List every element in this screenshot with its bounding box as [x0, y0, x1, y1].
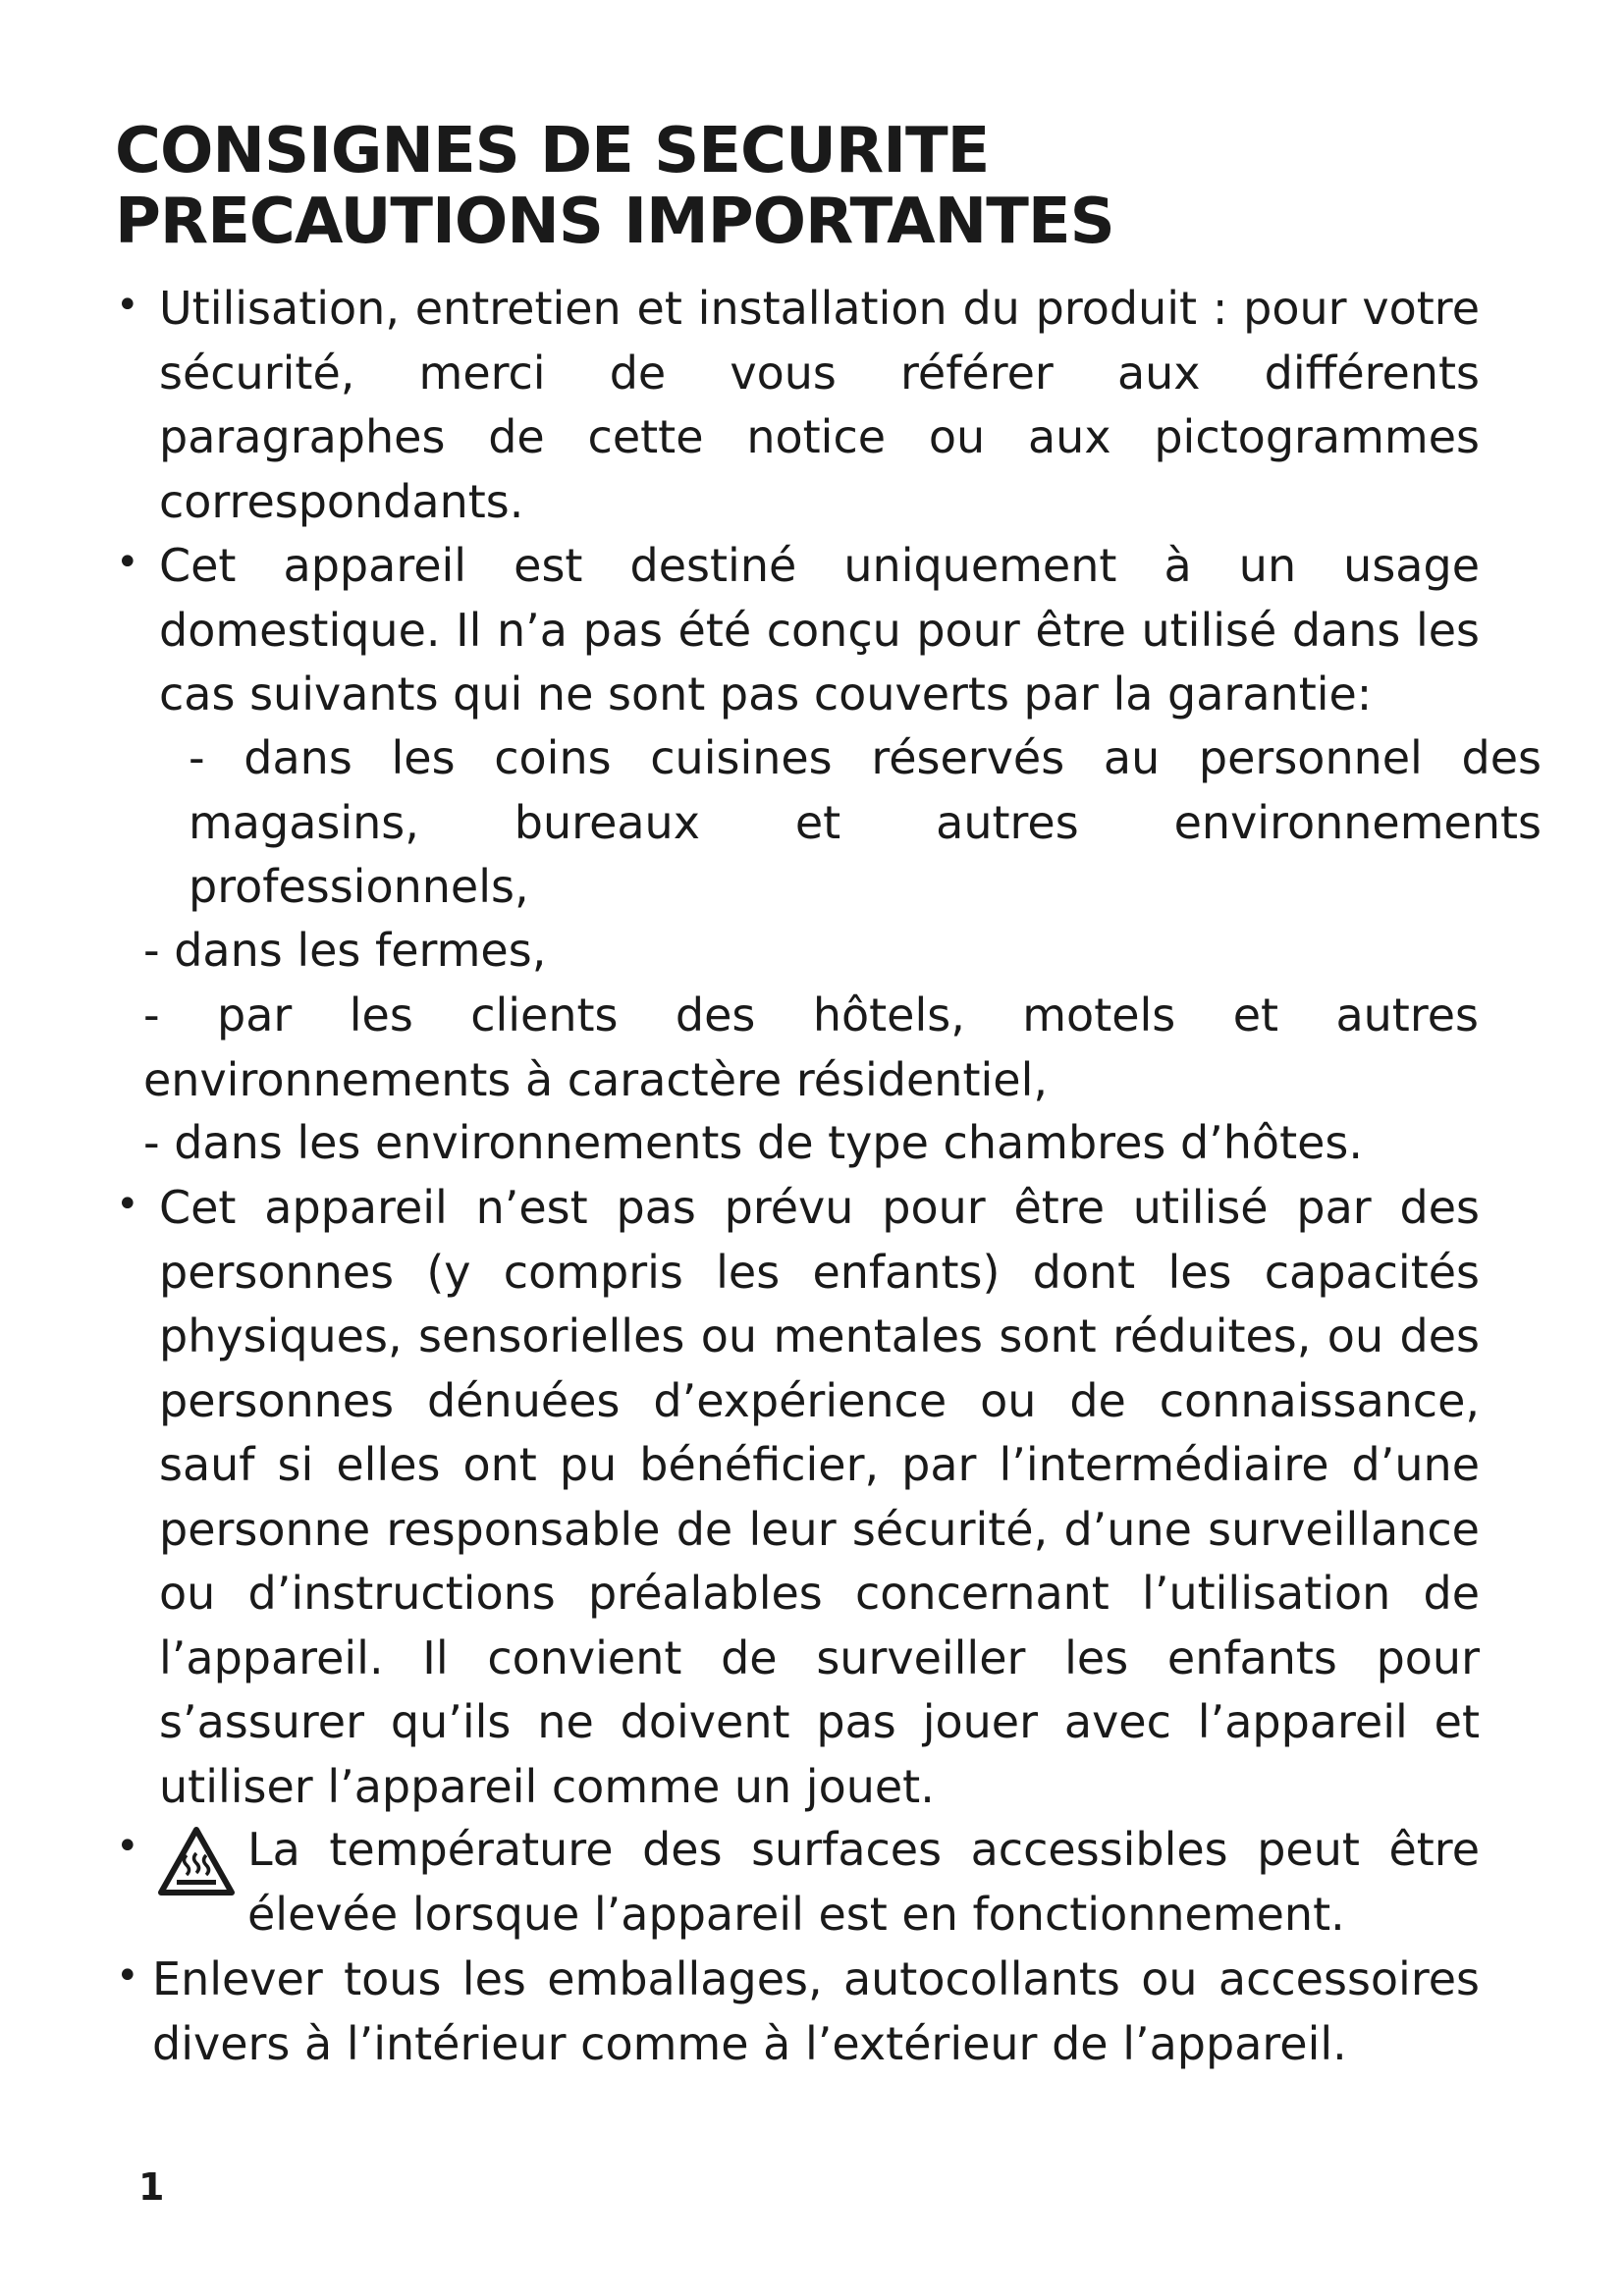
exclusion-staff-kitchens: - dans les coins cuisines réservés au personnel des magasins, bureaux et autres environnements professionnels, [189, 731, 1542, 913]
page-title [115, 116, 1114, 257]
bullet-marker: • [116, 1182, 139, 1227]
title-line-2: PRECAUTIONS IMPORTANTES [115, 186, 1114, 258]
exclusion-farms: - dans les fermes, [143, 924, 547, 977]
instruction-usage-maintenance: Utilisation, entretien et installation du produit : pour votre sécurité, merci de vous référer aux différents paragraphes de cette notice ou aux pictogrammes correspondants. [159, 282, 1480, 528]
bullet-marker: • [116, 1953, 139, 1999]
hot-surface-warning-icon [157, 1826, 236, 1896]
title-line-1: CONSIGNES DE SECURITE [115, 115, 990, 187]
instruction-domestic-use: Cet appareil est destiné uniquement à un usage domestique. Il n’a pas été conçu pour être utilisé dans les cas suivants qui ne sont pas couverts par la garantie: [159, 539, 1480, 721]
bullet-marker: • [116, 540, 139, 585]
page-number: 1 [138, 2165, 165, 2209]
exclusion-hotels: - par les clients des hôtels, motels et autres environnements à caractère résidentiel, [143, 988, 1479, 1106]
bullet-marker: • [116, 1824, 139, 1869]
instruction-remove-packaging: Enlever tous les emballages, autocollants ou accessoires divers à l’intérieur comme à l’extérieur de l’appareil. [152, 1952, 1480, 2070]
exclusion-guest-houses: - dans les environnements de type chambres d’hôtes. [143, 1116, 1363, 1169]
instruction-hot-surfaces: La température des surfaces accessibles peut être élevée lorsque l’appareil est en fonctionnement. [247, 1823, 1480, 1941]
instruction-reduced-capacities: Cet appareil n’est pas prévu pour être utilisé par des personnes (y compris les enfants) dont les capacités physiques, sensorielles ou mentales sont réduites, ou des personnes dénuées d’expérience ou de connaissance, sauf si elles ont pu bénéficier, par l’intermédiaire d’une personne responsable de leur sécurité, d’une surveillance ou d’instructions préalables concernant l’utilisation de l’appareil. Il convient de surveiller les enfants pour s’assurer qu’ils ne doivent pas jouer avec l’appareil et utiliser l’appareil comme un jouet. [159, 1181, 1480, 1813]
bullet-marker: • [116, 283, 139, 328]
